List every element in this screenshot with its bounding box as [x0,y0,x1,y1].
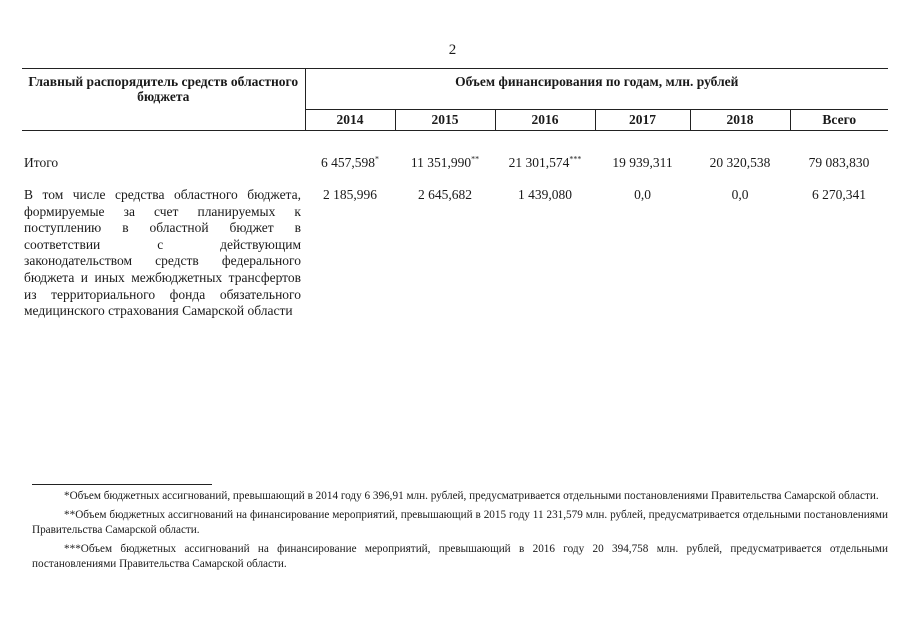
header-funding-by-years: Объем финансирования по годам, млн. рублей [305,69,888,110]
cell-value: 11 351,990 [410,155,472,170]
table-row-including [22,185,888,320]
row-label: В том числе средства областного бюджета, формируемые за счет планируемых к поступлению в областной бюджет в соответствии с действующим законодательством средств федерального бюджета и иных межбюджетных трансфертов из территориального фонда обязательного медицинского страхования Самарской области [24,187,301,319]
header-year: 2014 [305,110,395,131]
header-year: 2016 [495,110,595,131]
footnote-mark: ** [471,154,480,164]
cell-value: 0,0 [731,187,749,202]
header-row-top [22,69,888,110]
table-row-total [22,155,888,185]
footnotes [32,489,888,576]
cell-value: 20 320,538 [709,155,771,170]
footnote: *Объем бюджетных ассигнований, превышающий в 2014 году 6 396,91 млн. рублей, предусматривается отдельными постановлениями Правительства Самарской области. [64,490,879,502]
table-cell [305,155,395,185]
footnote-mark: * [375,154,379,164]
row-label: Итого [24,155,59,170]
table-cell [395,185,495,320]
cell-value: 21 301,574 [508,155,570,170]
header-main-budget-manager: Главный распорядитель средств областного бюджета [22,69,305,131]
header-year: 2018 [690,110,790,131]
cell-value: 79 083,830 [808,155,870,170]
table-cell [690,185,790,320]
footnote: ***Объем бюджетных ассигнований на финансирование мероприятий, превышающий в 2016 году 20 394,758 млн. рублей, предусматривается отдельными постановлениями Правительства Самарской области. [32,542,888,571]
footnote: **Объем бюджетных ассигнований на финансирование мероприятий, превышающий в 2015 году 11 231,579 млн. рублей, предусматривается отдельными постановлениями Правительства Самарской области. [32,508,888,537]
table-cell [790,155,888,185]
table-cell [495,155,595,185]
budget-table [22,68,888,320]
cell-value: 2 645,682 [418,187,472,202]
cell-value: 0,0 [634,187,651,202]
header-year: 2015 [395,110,495,131]
table-cell [595,155,690,185]
cell-value: 6 270,341 [812,187,867,202]
table-cell [790,185,888,320]
cell-value: 1 439,080 [518,187,572,202]
header-total: Всего [790,110,888,131]
cell-value: 6 457,598 [321,155,375,170]
table-cell [495,185,595,320]
page-number: 2 [448,42,457,58]
cell-value: 19 939,311 [612,155,673,170]
spacer-row [22,131,888,156]
table-cell [305,185,395,320]
cell-value: 2 185,996 [323,187,377,202]
footnote-mark: *** [569,154,582,164]
footnote-divider [32,484,212,485]
table-cell [595,185,690,320]
table-cell [395,155,495,185]
table-cell [690,155,790,185]
header-year: 2017 [595,110,690,131]
